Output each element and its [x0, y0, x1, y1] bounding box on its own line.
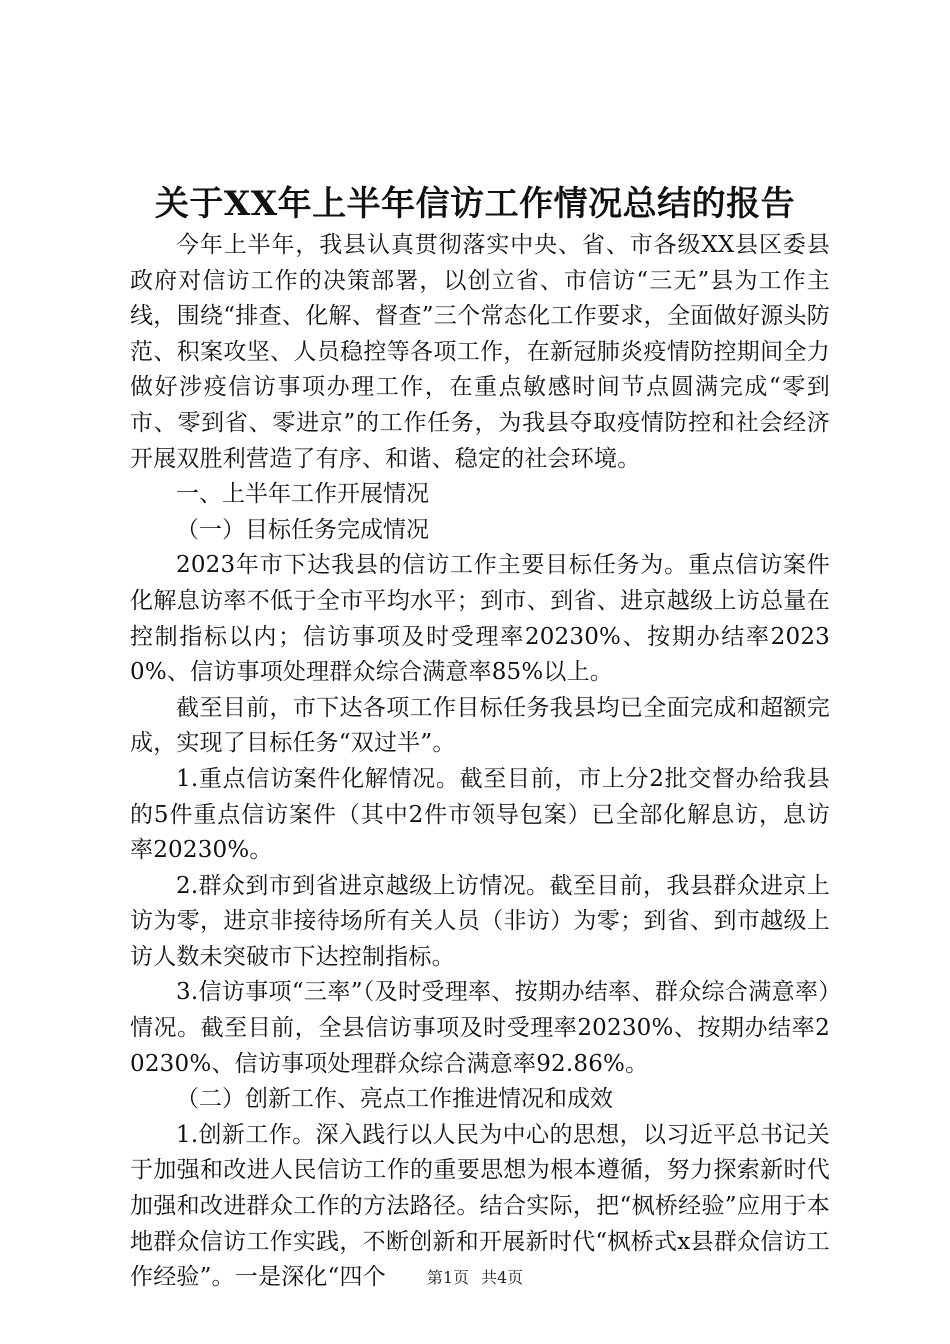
item-2-paragraph: 2.群众到市到省进京越级上访情况。截至目前，我县群众进京上访为零，进京非接待场所有关人员（非访）为零；到省、到市越级上访人数未突破市下达控制指标。: [130, 872, 830, 970]
subsection-heading-1: （一）目标任务完成情况: [176, 516, 429, 543]
intro-paragraph: 今年上半年，我县认真贯彻落实中央、省、市各级XX县区委县政府对信访工作的决策部署，以创立省、市信访“三无”县为工作主线，围绕“排查、化解、督查”三个常态化工作要求，全面做好源头防范、积案攻坚、人员稳控等各项工作，在新冠肺炎疫情防控期间全力做好涉疫信访事项办理工作，在重点敏感时间节点圆满完成“零到市、零到省、零进京”的工作任务，为我县夺取疫情防控和社会经济开展双胜利营造了有序、和谐、稳定的社会环境。: [130, 232, 830, 472]
document-body: [130, 228, 830, 1296]
item-3-paragraph: 3.信访事项“三率”（及时受理率、按期办结率、群众综合满意率）情况。截至目前，全县信访事项及时受理率20230%、按期办结率20230%、信访事项处理群众综合满意率92.86%。: [130, 979, 830, 1077]
page-total: 共4页: [481, 1268, 524, 1287]
completion-paragraph: 截至目前，市下达各项工作目标任务我县均已全面完成和超额完成，实现了目标任务“双过半”。: [130, 694, 830, 757]
subsection-heading-2: （二）创新工作、亮点工作推进情况和成效: [176, 1086, 613, 1113]
section-heading-1: 一、上半年工作开展情况: [176, 481, 429, 508]
item-1-paragraph: 1.重点信访案件化解情况。截至目前，市上分2批交督办给我县的5件重点信访案件（其中2件市领导包案）已全部化解息访，息访率20230%。: [130, 765, 830, 864]
targets-paragraph: 2023年市下达我县的信访工作主要目标任务为。重点信访案件化解息访率不低于全市平均水平；到市、到省、进京越级上访总量在控制指标以内；信访事项及时受理率20230%、按期办结率20230%、信访事项处理群众综合满意率85%以上。: [130, 552, 830, 686]
document-title: 关于XX年上半年信访工作情况总结的报告: [154, 184, 796, 224]
page-number: 第1页: [426, 1268, 469, 1287]
innovation-paragraph: 1.创新工作。深入践行以人民为中心的思想，以习近平总书记关于加强和改进人民信访工作的重要思想为根本遵循，努力探索新时代加强和改进群众工作的方法路径。结合实际，把“枫桥经验”应用于本地群众信访工作实践，不断创新和开展新时代“枫桥式x县群众信访工作经验”。一是深化“四个: [130, 1121, 830, 1291]
page-footer: [0, 1268, 950, 1288]
